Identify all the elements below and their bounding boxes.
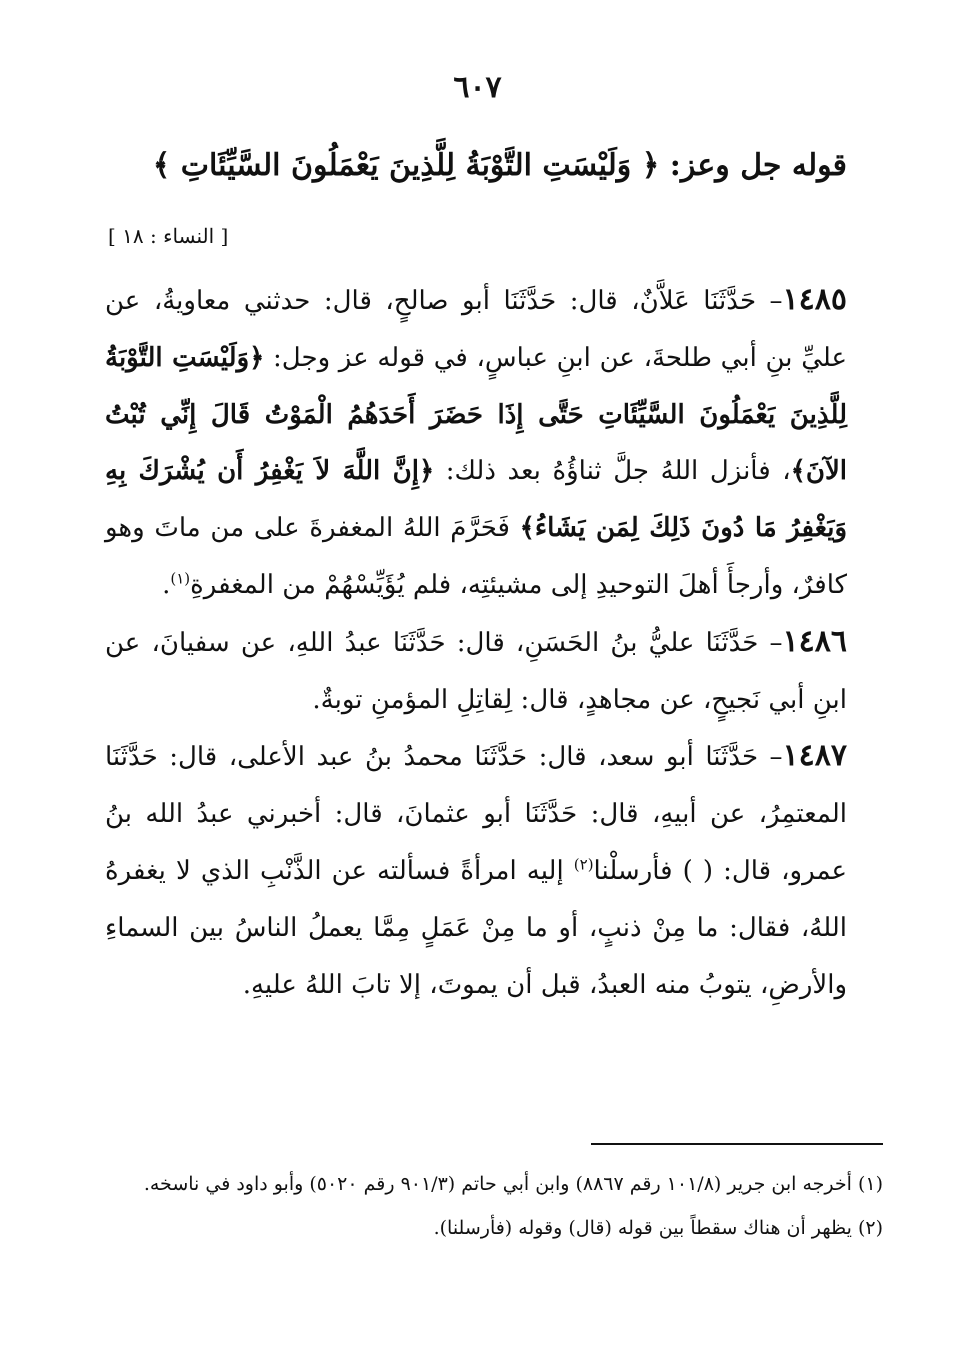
body-text [105, 272, 847, 1013]
entry-text: ، فأنزل اللهُ جلَّ ثناؤُهُ بعد ذلك: [434, 456, 791, 487]
heading-verse: ﴿ وَلَيْسَتِ التَّوْبَةُ لِلَّذِينَ يَعْمَلُونَ السَّيِّئَاتِ ﴾ [152, 148, 660, 183]
footnote-divider [591, 1143, 883, 1145]
heading-intro: قوله جل وعز: [659, 148, 847, 183]
entry-text: إليه امرأةً فسألته عن الذَّنْبِ الذي لا يغفرهُ اللهُ، فقال: ما مِنْ ذنبٍ، أو ما مِنْ عَمَلٍ مِمَّا يعملُ الناسُ بين السماءِ والأرضِ، يتوبُ منه العبدُ، قبل أن يموتَ، إلا تابَ اللهُ عليهِ. [105, 855, 847, 1000]
entry-1485 [105, 272, 847, 614]
entry-text: – حَدَّثَنَا أبو سعد، قال: حَدَّثَنَا محمدُ بنُ عبد الأعلى، قال: حَدَّثَنَا المعتمِرُ، عن أبيهِ، قال: حَدَّثَنَا أبو عثمانَ، قال: أخبرني عبدُ الله بنُ عمرو، قال: ( ) فأرسلْنا [105, 742, 847, 886]
footnote-ref: (١) [170, 569, 191, 588]
entry-text: فَحَرَّمَ اللهُ المغفرةَ على من ماتَ وهو كافرٌ، وأرجأَ أهلَ التوحيدِ إلى مشيئتِه، فلم يُؤَيِّسْهُمْ من المغفرةِ [105, 513, 847, 600]
entry-text: – حَدَّثَنَا عَلاَّنٌ، قال: حَدَّثَنَا أبو صالحٍ، قال: حدثني معاويةُ، عن عليِّ بنِ أبي طلحةَ، عن ابنِ عباسٍ، في قوله عز وجل: [105, 286, 847, 373]
entry-number: ١٤٨٦ [782, 623, 847, 659]
entry-number: ١٤٨٥ [782, 282, 847, 317]
entry-1487 [105, 728, 847, 1013]
footnotes [108, 1162, 883, 1250]
page-number: ٦٠٧ [453, 70, 502, 105]
quran-quote: ﴿وَلَيْسَتِ التَّوْبَةُ لِلَّذِينَ يَعْمَلُونَ السَّيِّئَاتِ حَتَّى إِذَا حَضَرَ أَحَدَهُمُ الْمَوْتُ قَالَ إِنِّي تُبْتُ الآنَ﴾ [105, 342, 848, 487]
footnote-1: (١) أخرجه ابن جرير (١٠١/٨ رقم ٨٨٦٧) وابن أبي حاتم (٩٠١/٣ رقم ٥٠٢٠) وأبو داود في ناسخه. [143, 1173, 883, 1195]
footnote-2: (٢) يظهر أن هناك سقطاً بين قوله (قال) وقوله (فأرسلنا). [433, 1217, 883, 1239]
quran-quote: ﴿إِنَّ اللَّهَ لاَ يَغْفِرُ أَن يُشْرَكَ بِهِ وَيَغْفِرُ مَا دُونَ ذَلِكَ لِمَن يَشَاءُ﴾ [105, 456, 847, 544]
verse-reference: [ النساء : ١٨ ] [108, 224, 229, 248]
entry-1486 [105, 614, 847, 729]
entry-number: ١٤٨٧ [782, 738, 847, 774]
footnote-ref: (٢) [573, 855, 594, 874]
entry-text: . [162, 569, 171, 600]
section-heading [107, 148, 847, 183]
entry-text: – حَدَّثَنَا عليُّ بنُ الحَسَنِ، قال: حَدَّثَنَا عبدُ اللهِ، عن سفيانَ، عن ابنِ أبي نَجيحٍ، عن مجاهدٍ، قال: لِقاتِلِ المؤمنِ توبةٌ. [105, 627, 847, 715]
